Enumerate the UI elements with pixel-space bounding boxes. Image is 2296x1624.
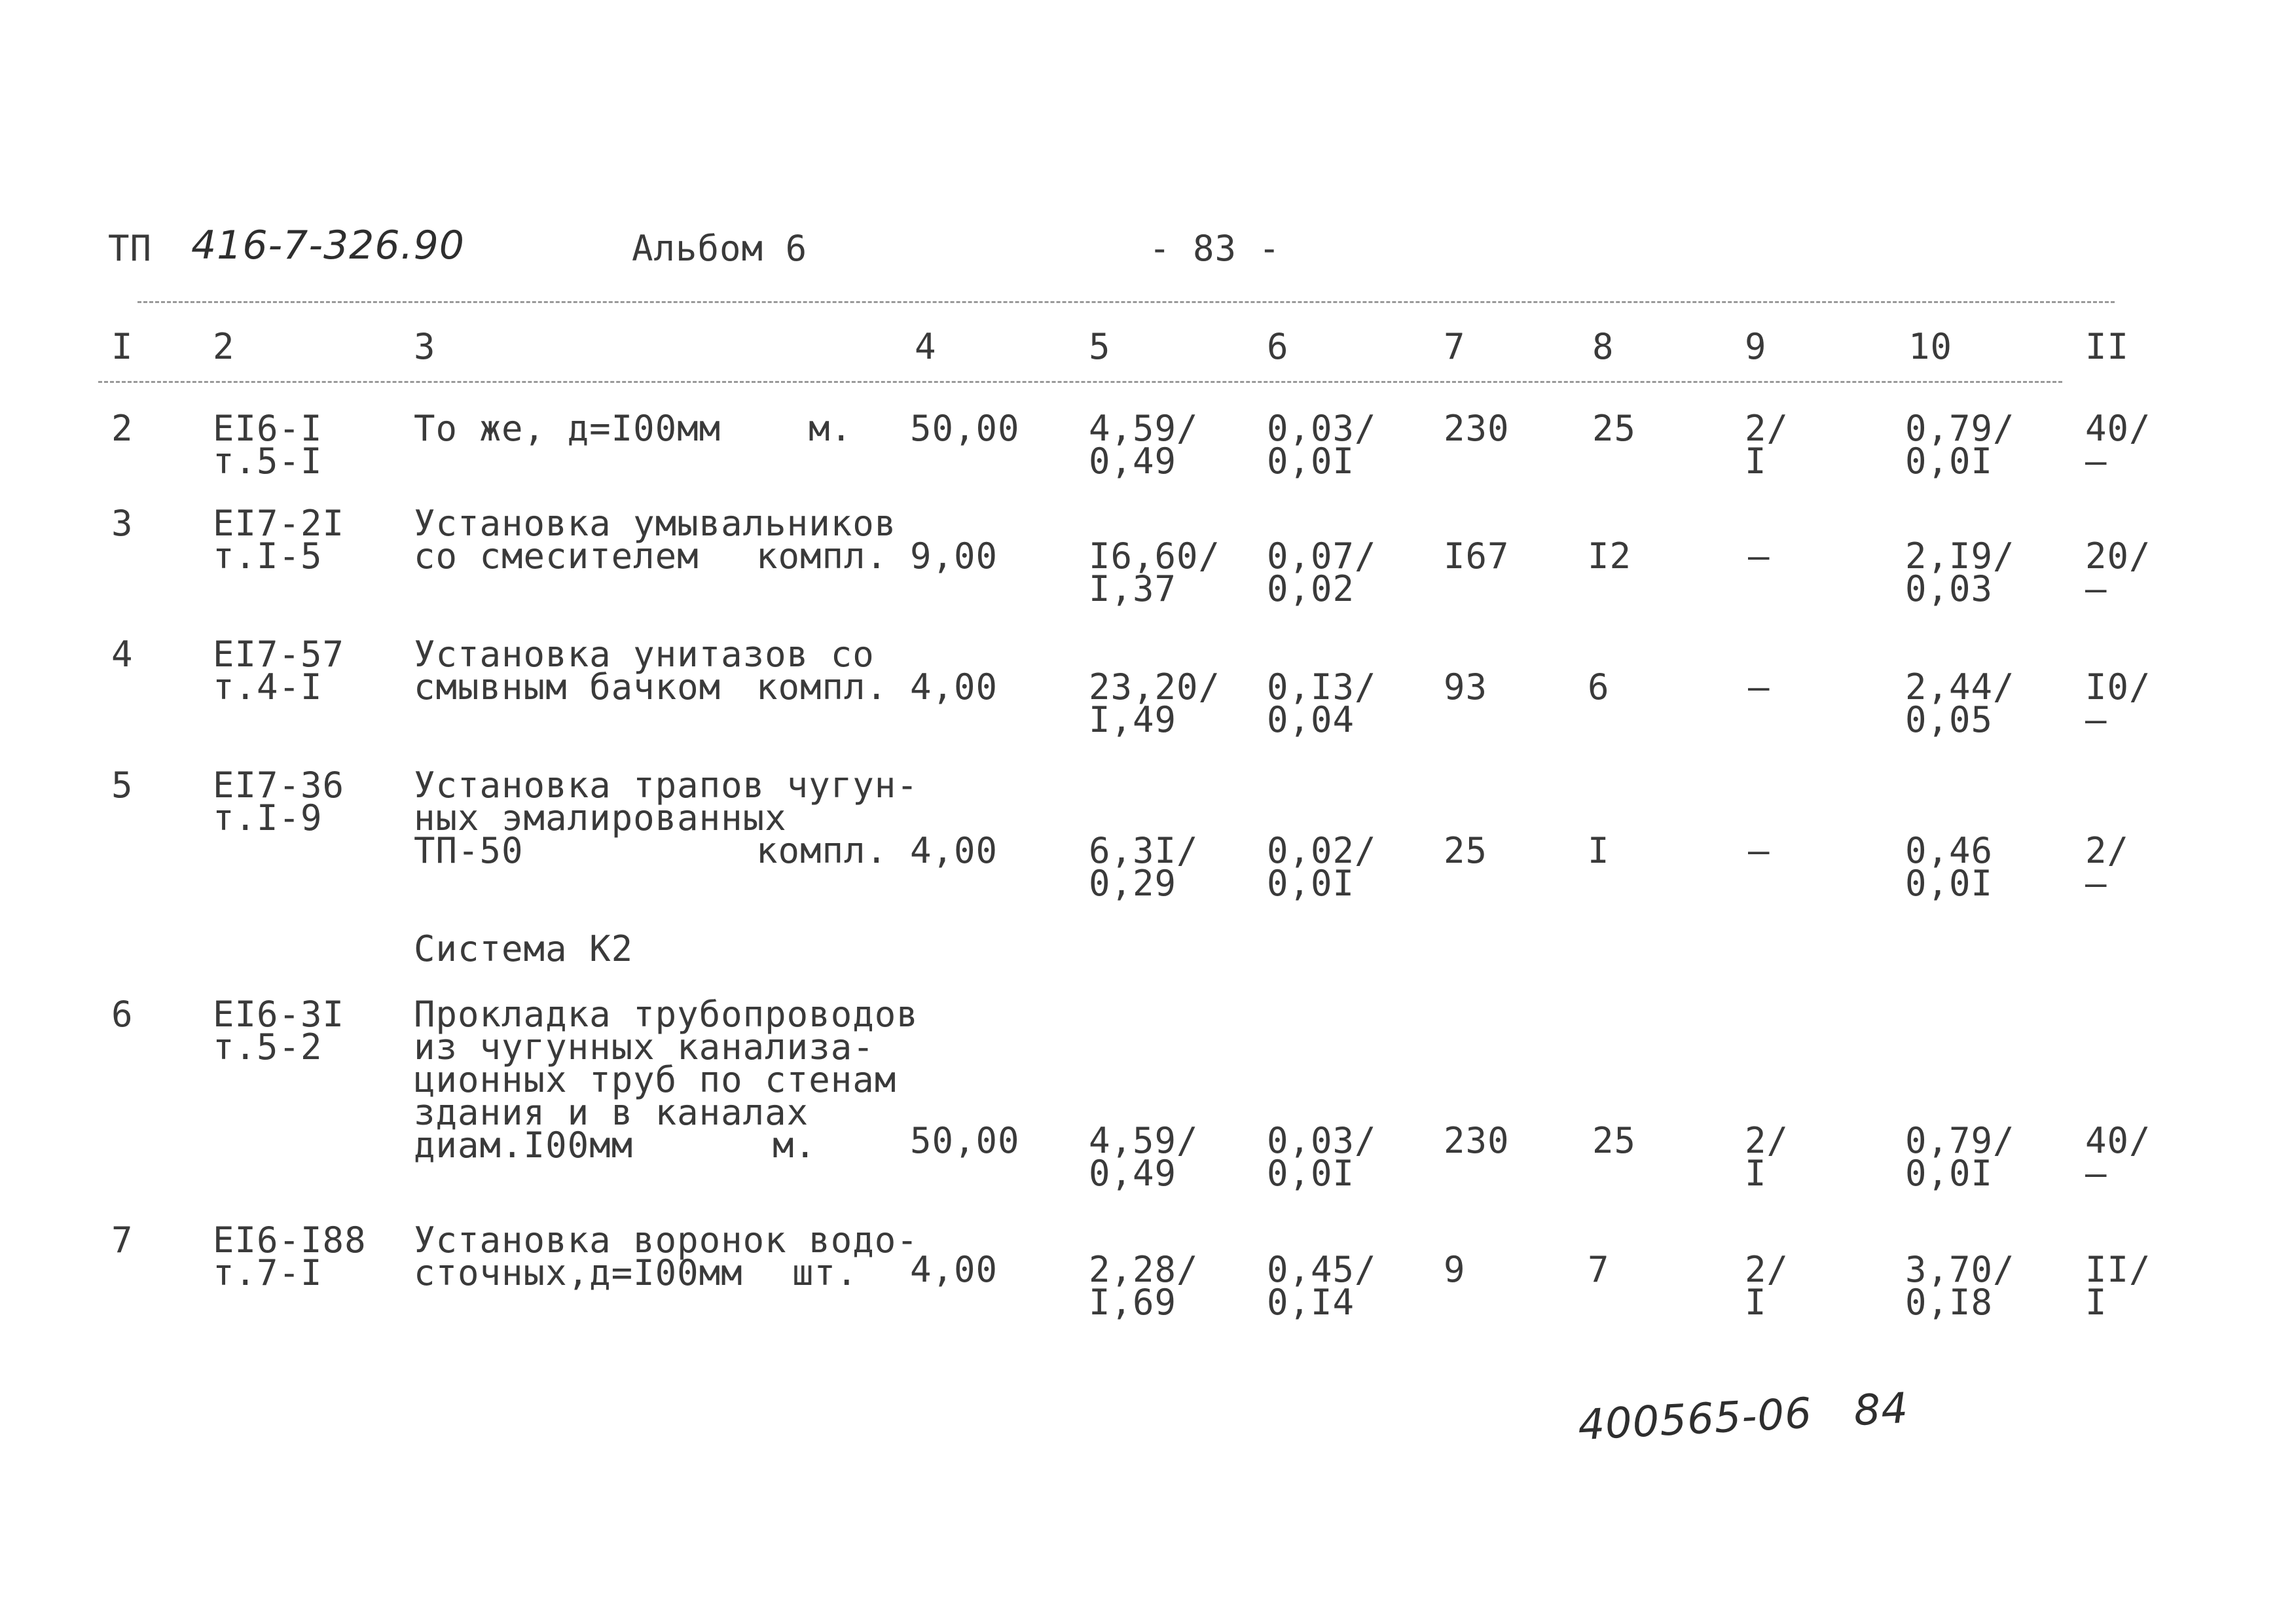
header-rule-bottom	[98, 381, 2062, 383]
album-label: Альбом 6	[632, 228, 808, 269]
row-col11: I0/ –	[2085, 666, 2151, 740]
row-num: 2	[111, 408, 134, 449]
row-col8: 25	[1592, 408, 1637, 449]
row-col10: 2,I9/ 0,03	[1905, 535, 2015, 609]
row-description: То же, д=I00мм	[414, 408, 721, 449]
row-col11: 40/ –	[2085, 408, 2151, 482]
row-col10: 2,44/ 0,05	[1905, 666, 2015, 740]
row-description: Установка воронок водо- сточных,д=I00мм	[414, 1219, 919, 1293]
row-col5: 4,59/ 0,49	[1089, 408, 1199, 482]
row-num: 3	[111, 503, 134, 544]
row-col5: 4,59/ 0,49	[1089, 1120, 1199, 1194]
handwritten-archive-number: 400565-06 84	[1576, 1384, 1910, 1451]
row-col9: 2/ I	[1745, 1249, 1789, 1323]
row-quantity: 4,00	[910, 1249, 998, 1290]
row-col6: 0,03/ 0,0I	[1267, 408, 1377, 482]
col-header-6: 6	[1267, 326, 1289, 367]
row-col7: I67	[1444, 535, 1510, 577]
doc-number: 416-7-326.90	[191, 223, 465, 268]
col-header-8: 8	[1592, 326, 1614, 367]
row-col7: 9	[1444, 1249, 1466, 1290]
row-code: ЕI7-57 т.4-I	[213, 634, 345, 708]
row-col6: 0,03/ 0,0I	[1267, 1120, 1377, 1194]
row-unit: компл.	[756, 666, 888, 708]
row-quantity: 4,00	[910, 666, 998, 708]
section-title: Система К2	[414, 928, 634, 969]
row-col10: 0,79/ 0,0I	[1905, 1120, 2015, 1194]
row-col5: 6,3I/ 0,29	[1089, 830, 1199, 904]
row-code: ЕI6-3I т.5-2	[213, 994, 345, 1068]
row-col7: 93	[1444, 666, 1488, 708]
row-code: ЕI7-36 т.I-9	[213, 765, 345, 839]
col-header-3: 3	[414, 326, 436, 367]
row-unit: м.	[809, 408, 853, 449]
row-quantity: 4,00	[910, 830, 998, 871]
col-header-7: 7	[1444, 326, 1466, 367]
row-unit: компл.	[756, 830, 888, 871]
row-col5: 23,20/ I,49	[1089, 666, 1221, 740]
row-col8: I	[1588, 830, 1610, 871]
row-col11: 2/ –	[2085, 830, 2130, 904]
row-description: Установка унитазов со смывным бачком	[414, 634, 875, 708]
row-col10: 0,46 0,0I	[1905, 830, 1994, 904]
row-col9: –	[1748, 666, 1770, 708]
row-col11: 40/ –	[2085, 1120, 2151, 1194]
row-col5: I6,60/ I,37	[1089, 535, 1221, 609]
row-col9: –	[1748, 535, 1770, 577]
row-col10: 3,70/ 0,I8	[1905, 1249, 2015, 1323]
row-unit: м.	[773, 1125, 817, 1166]
row-col10: 0,79/ 0,0I	[1905, 408, 2015, 482]
row-code: ЕI6-I т.5-I	[213, 408, 323, 482]
col-header-4: 4	[915, 326, 937, 367]
row-col8: I2	[1588, 535, 1632, 577]
row-description: Установка трапов чугун- ных эмалированных ТП-50	[414, 765, 919, 871]
col-header-5: 5	[1089, 326, 1111, 367]
row-col11: 20/ –	[2085, 535, 2151, 609]
row-col9: –	[1748, 830, 1770, 871]
row-quantity: 50,00	[910, 1120, 1020, 1161]
row-col7: 230	[1444, 1120, 1510, 1161]
row-col6: 0,02/ 0,0I	[1267, 830, 1377, 904]
row-col8: 25	[1592, 1120, 1637, 1161]
col-header-1: I	[111, 326, 134, 367]
row-col6: 0,I3/ 0,04	[1267, 666, 1377, 740]
row-col6: 0,45/ 0,I4	[1267, 1249, 1377, 1323]
col-header-10: 10	[1908, 326, 1953, 367]
row-num: 4	[111, 634, 134, 675]
row-col7: 25	[1444, 830, 1488, 871]
row-col9: 2/ I	[1745, 1120, 1789, 1194]
row-code: ЕI7-2I т.I-5	[213, 503, 345, 577]
row-num: 6	[111, 994, 134, 1035]
col-header-2: 2	[213, 326, 235, 367]
row-num: 7	[111, 1219, 134, 1261]
row-col8: 7	[1588, 1249, 1610, 1290]
row-col7: 230	[1444, 408, 1510, 449]
col-header-11: II	[2085, 326, 2130, 367]
doc-prefix: ТП	[108, 228, 153, 269]
row-num: 5	[111, 765, 134, 806]
page-number: - 83 -	[1149, 228, 1281, 269]
row-description: Установка умывальников со смесителем	[414, 503, 897, 577]
row-col6: 0,07/ 0,02	[1267, 535, 1377, 609]
row-description: Прокладка трубопроводов из чугунных канализа- ционных труб по стенам здания и в каналах диам.I00мм	[414, 994, 919, 1166]
row-col11: II/ I	[2085, 1249, 2151, 1323]
row-col9: 2/ I	[1745, 408, 1789, 482]
row-col8: 6	[1588, 666, 1610, 708]
row-unit: шт.	[792, 1252, 858, 1293]
row-code: ЕI6-I88 т.7-I	[213, 1219, 367, 1293]
row-col5: 2,28/ I,69	[1089, 1249, 1199, 1323]
row-quantity: 50,00	[910, 408, 1020, 449]
header-rule-top	[137, 301, 2115, 303]
col-header-9: 9	[1745, 326, 1767, 367]
row-quantity: 9,00	[910, 535, 998, 577]
row-unit: компл.	[756, 535, 888, 577]
